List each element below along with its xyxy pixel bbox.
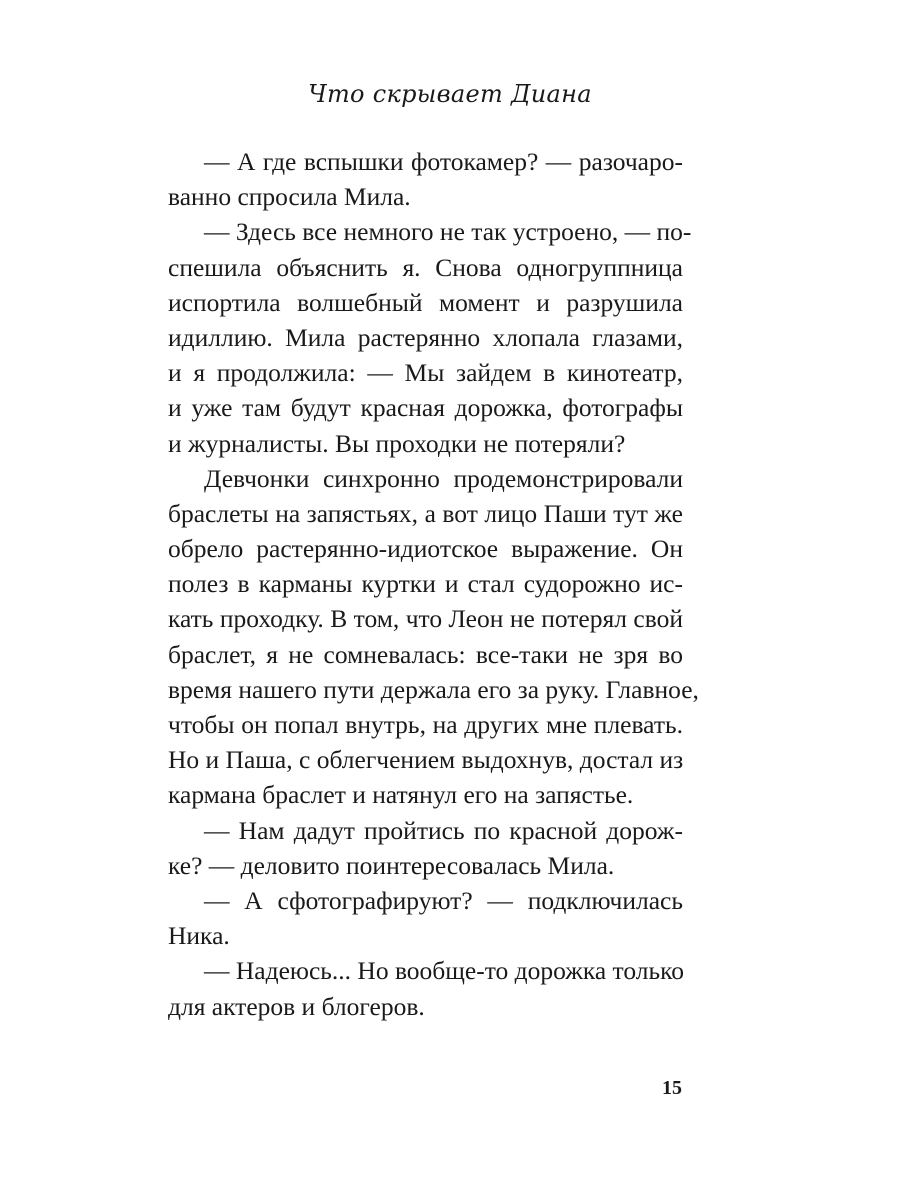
text-line: и журналисты. Вы проходки не потеряли? [168,428,626,458]
text-line: ванно спросила Мила. [168,182,411,212]
text-line: — А сфотографируют? — подключилась [204,885,683,915]
text-line: идиллию. Мила растерянно хлопала глазами, [168,322,683,352]
text-line: — Надеюсь... Но вообще-то дорожка только [204,956,684,986]
text-line: браслеты на запястьях, а вот лицо Паши тут же [168,498,683,528]
text-line: обрело растерянно-идиотское выражение. Он [168,534,683,564]
text-line: для актеров и блогеров. [168,991,425,1021]
text-line: — Здесь все немного не так устроено, — по- [204,217,692,247]
text-line: — Нам дадут пройтись по красной дорож- [204,815,683,845]
page-number: 15 [662,1077,682,1099]
running-header: Что скрывает Диана [308,80,592,108]
text-line: ке? — деловито поинтересовалась Мила. [168,850,615,880]
text-line: Девчонки синхронно продемонстрировали [204,463,683,493]
text-line: испортила волшебный момент и разрушила [168,287,683,317]
text-line: Ника. [168,921,230,951]
text-line: чтобы он попал внутрь, на других мне плевать. [168,710,683,739]
text-line: полез в карманы куртки и стал судорожно ис- [168,569,683,599]
text-line: кать проходку. В том, что Леон не потерял свой [168,604,683,634]
text-line: время нашего пути держала его за руку. Главное, [168,674,699,704]
text-line: браслет, я не сомневалась: все-таки не зря во [168,639,683,669]
text-line: спешила объяснить я. Снова одногруппница [168,252,683,282]
text-line: и я продолжила: — Мы зайдем в кинотеатр, [168,358,683,388]
text-line: — А где вспышки фотокамер? — разочаро- [204,147,683,176]
text-line: кармана браслет и натянул его на запястье. [168,780,634,810]
text-line: Но и Паша, с облегчением выдохнув, достал из [168,745,684,775]
text-line: и уже там будут красная дорожка, фотографы [168,393,683,423]
body-text [168,144,699,1024]
